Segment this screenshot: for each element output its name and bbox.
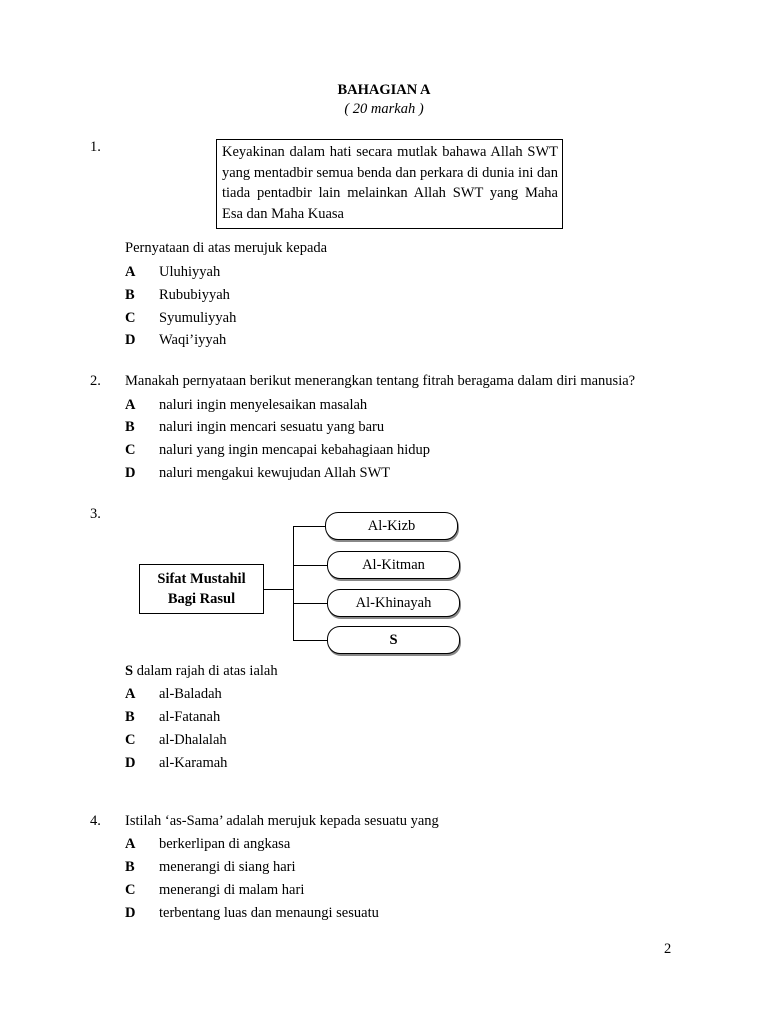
q4-option-a: berkerlipan di angkasa <box>159 836 291 852</box>
q3-stem <box>125 663 278 680</box>
diagram-branch-4: S <box>327 626 460 654</box>
q3-option-b: al-Fatanah <box>159 709 221 725</box>
q1-option-letter-a: A <box>125 264 136 280</box>
diagram-branch-3: Al-Khinayah <box>327 589 460 617</box>
q3-option-d: al-Karamah <box>159 755 228 771</box>
q4-option-b: menerangi di siang hari <box>159 859 296 875</box>
q1-stem: Pernyataan di atas merujuk kepada <box>125 240 328 256</box>
q3-option-a: al-Baladah <box>159 686 222 702</box>
q4-option-letter-b: B <box>125 859 135 875</box>
page-number: 2 <box>664 941 672 957</box>
q1-option-letter-c: C <box>125 310 136 326</box>
diagram-branch-line-3 <box>293 603 327 604</box>
q4-option-letter-d: D <box>125 905 136 921</box>
q3-option-letter-d: D <box>125 755 136 771</box>
diagram-branch-line-2 <box>293 565 327 566</box>
q2-option-a: naluri ingin menyelesaikan masalah <box>159 397 368 413</box>
q1-number: 1. <box>90 139 101 155</box>
q3-option-letter-a: A <box>125 686 136 702</box>
diagram-root-line1: Sifat Mustahil <box>157 571 246 587</box>
diagram-branch-1: Al-Kizb <box>325 512 458 540</box>
q4-option-c: menerangi di malam hari <box>159 882 305 898</box>
diagram-branch-line-4 <box>293 640 327 641</box>
q2-option-letter-a: A <box>125 397 136 413</box>
q1-option-letter-b: B <box>125 287 135 303</box>
diagram-root-box <box>139 564 264 614</box>
q1-option-c: Syumuliyyah <box>159 310 237 326</box>
q4-option-letter-a: A <box>125 836 136 852</box>
diagram-branch-line-1 <box>293 526 327 527</box>
q3-stem-variable: S <box>125 663 134 679</box>
q2-option-b: naluri ingin mencari sesuatu yang baru <box>159 419 385 435</box>
q3-option-letter-c: C <box>125 732 136 748</box>
q1-option-b: Rububiyyah <box>159 287 230 303</box>
q1-statement-box: Keyakinan dalam hati secara mutlak bahawa Allah SWT yang mentadbir semua benda dan perkara di dunia ini dan tiada pentadbir lain melainkan Allah SWT yang Maha Esa dan Maha Kuasa <box>216 139 563 229</box>
q2-option-letter-c: C <box>125 442 136 458</box>
diagram-root-line2: Bagi Rasul <box>167 591 236 607</box>
diagram-trunk <box>293 526 294 641</box>
q3-number: 3. <box>90 506 101 522</box>
q4-option-letter-c: C <box>125 882 136 898</box>
q4-option-d: terbentang luas dan menaungi sesuatu <box>159 905 379 921</box>
marks-note: ( 20 markah ) <box>344 101 424 117</box>
q4-number: 4. <box>90 813 101 829</box>
q2-option-d: naluri mengakui kewujudan Allah SWT <box>159 465 391 481</box>
diagram-branch-2: Al-Kitman <box>327 551 460 579</box>
q1-option-d: Waqi’iyyah <box>159 332 227 348</box>
q3-stem-text: dalam rajah di atas ialah <box>133 663 278 679</box>
q2-option-letter-b: B <box>125 419 135 435</box>
q4-stem: Istilah ‘as-Sama’ adalah merujuk kepada sesuatu yang <box>125 813 439 829</box>
diagram-connector <box>264 589 294 590</box>
q1-option-letter-d: D <box>125 332 136 348</box>
section-title: BAHAGIAN A <box>337 82 431 98</box>
q2-option-c: naluri yang ingin mencapai kebahagiaan hidup <box>159 442 430 458</box>
q2-number: 2. <box>90 373 101 389</box>
q1-option-a: Uluhiyyah <box>159 264 221 280</box>
q2-stem: Manakah pernyataan berikut menerangkan tentang fitrah beragama dalam diri manusia? <box>125 373 636 389</box>
q3-option-letter-b: B <box>125 709 135 725</box>
q3-option-c: al-Dhalalah <box>159 732 227 748</box>
q2-option-letter-d: D <box>125 465 136 481</box>
